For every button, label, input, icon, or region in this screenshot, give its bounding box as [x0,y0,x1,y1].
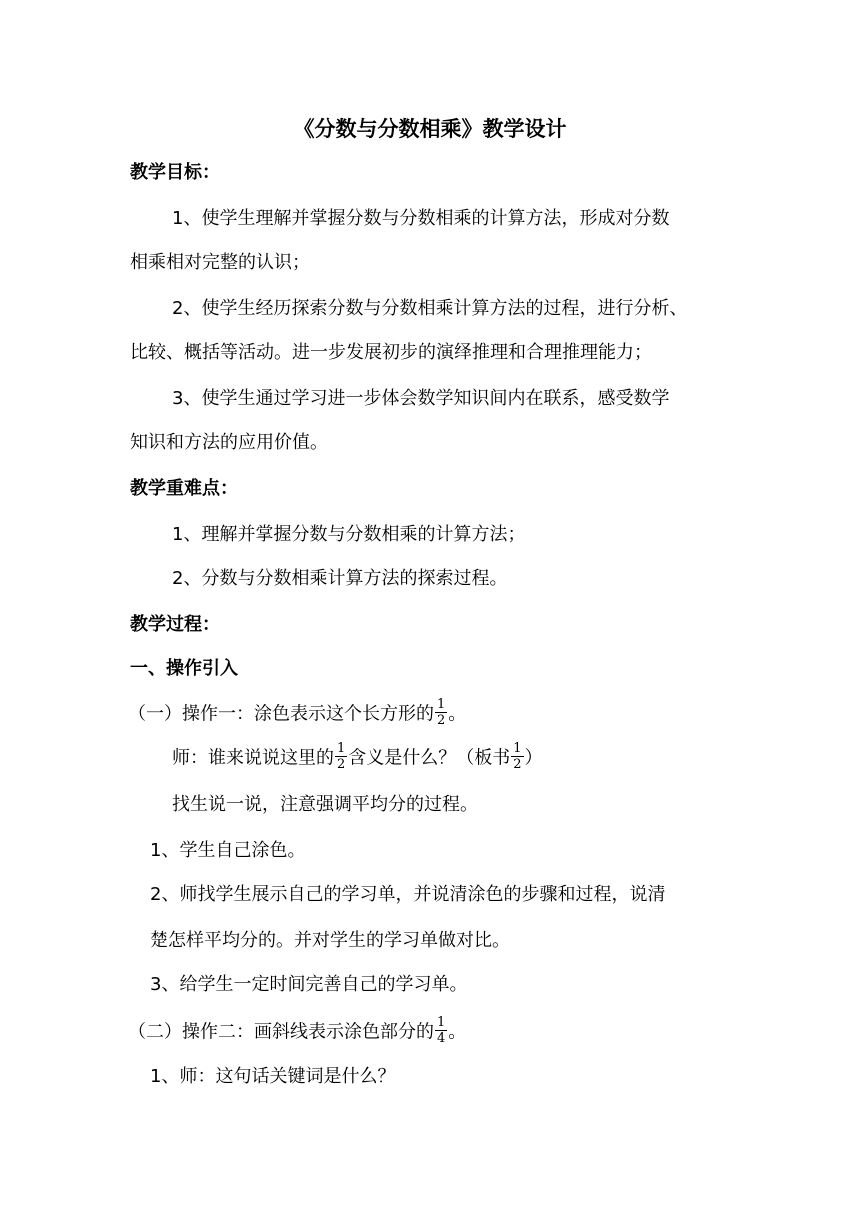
key-points-heading: 教学重难点： [130,478,238,499]
fraction-denominator: 2 [437,713,446,728]
teacher-question-before: 师：谁来说说这里的 [172,747,334,769]
operation-1-text: （一）操作一：涂色表示这个长方形的 [128,703,434,725]
operation-1 [128,697,467,729]
step-1: 1、学生自己涂色。 [150,840,306,861]
operation-2-step-1: 1、师：这句话关键词是什么？ [150,1066,396,1087]
step-3: 3、给学生一定时间完善自己的学习单。 [150,974,468,995]
fraction-denominator: 4 [437,1031,446,1046]
objective-2-line-2: 比较、概括等活动。进一步发展初步的演绎推理和合理推理能力； [130,342,652,363]
teacher-question [172,741,543,773]
step-2-line-2: 楚怎样平均分的。并对学生的学习单做对比。 [150,930,510,951]
objective-1-line-2: 相乘相对完整的认识； [130,252,310,273]
fraction-numerator: 1 [337,741,346,756]
operation-2 [128,1015,467,1047]
fraction-denominator: 2 [337,757,346,772]
fraction-one-quarter [435,1016,447,1045]
key-point-1: 1、理解并掌握分数与分数相乘的计算方法； [172,524,526,545]
fraction-numerator: 1 [513,741,522,756]
objective-3-line-1: 3、使学生通过学习进一步体会数学知识间内在联系，感受数学 [172,388,670,409]
section-1-heading: 一、操作引入 [130,658,238,679]
fraction-one-half [435,698,447,727]
operation-1-tail: 。 [448,703,467,725]
operation-2-tail: 。 [448,1021,467,1043]
key-point-2: 2、分数与分数相乘计算方法的探索过程。 [172,568,508,589]
document-title: 《分数与分数相乘》教学设计 [293,117,567,141]
student-line: 找生说一说，注意强调平均分的过程。 [172,794,478,815]
fraction-numerator: 1 [437,1015,446,1030]
fraction-one-half [511,742,523,771]
teacher-question-middle: 含义是什么？（板书 [348,747,511,769]
teacher-question-after: ） [524,747,543,769]
step-2-line-1: 2、师找学生展示自己的学习单，并说清涂色的步骤和过程，说清 [150,884,666,905]
objective-3-line-2: 知识和方法的应用价值。 [130,432,328,453]
operation-2-text: （二）操作二：画斜线表示涂色部分的 [128,1021,434,1043]
fraction-numerator: 1 [437,697,446,712]
fraction-denominator: 2 [513,757,522,772]
objective-1-line-1: 1、使学生理解并掌握分数与分数相乘的计算方法，形成对分数 [172,208,670,229]
process-heading: 教学过程： [130,614,220,635]
objective-2-line-1: 2、使学生经历探索分数与分数相乘计算方法的过程，进行分析、 [172,298,688,319]
fraction-one-half [335,742,347,771]
objectives-heading: 教学目标： [130,162,220,183]
